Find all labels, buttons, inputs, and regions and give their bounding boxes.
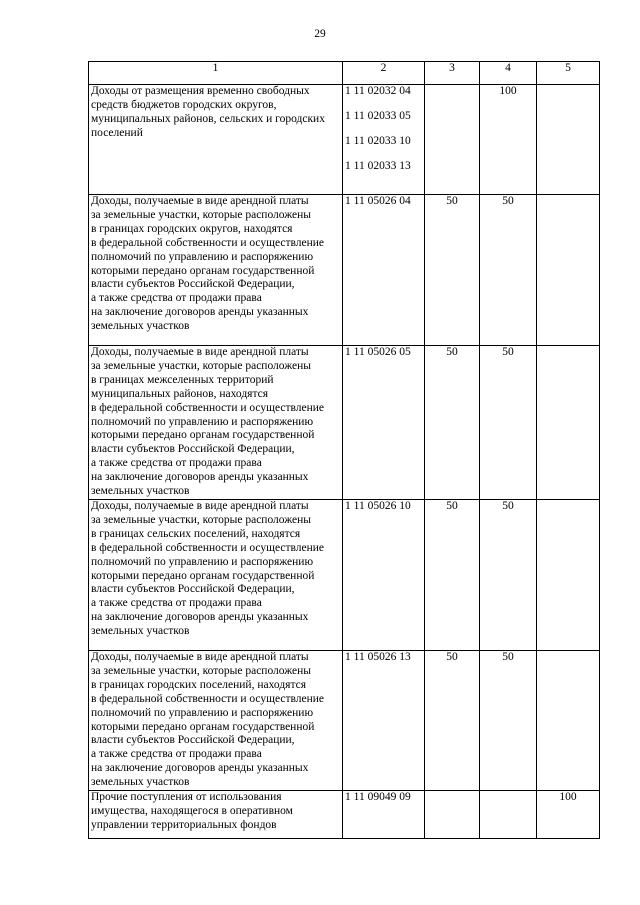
budget-code-cell bbox=[343, 85, 425, 195]
page-number: 29 bbox=[314, 28, 326, 40]
budget-code: 1 11 02033 10 bbox=[345, 134, 411, 147]
revenue-name-line: власти субъектов Российской Федерации, bbox=[91, 583, 295, 596]
table-row bbox=[89, 650, 600, 790]
revenue-name-line: земельных участков bbox=[91, 625, 190, 638]
revenue-name-line: земельных участков bbox=[91, 320, 190, 333]
budget-code-cell bbox=[343, 791, 425, 839]
col4-value: 50 bbox=[480, 650, 537, 790]
revenue-table bbox=[88, 61, 600, 839]
column-header: 3 bbox=[425, 62, 480, 85]
col4-value: 100 bbox=[480, 85, 537, 195]
column-header: 1 bbox=[89, 62, 343, 85]
revenue-name-line: за земельные участки, которые расположены bbox=[91, 664, 312, 677]
revenue-name-line: в федеральной собственности и осуществление bbox=[91, 541, 325, 554]
revenue-name-line: которыми передано органам государственной bbox=[91, 569, 315, 582]
budget-code: 1 11 09049 09 bbox=[345, 791, 411, 804]
budget-code: 1 11 02033 05 bbox=[345, 109, 411, 122]
revenue-name-line: в федеральной собственности и осуществление bbox=[91, 401, 325, 414]
revenue-name-line: за земельные участки, которые расположены bbox=[91, 208, 312, 221]
col3-value: 50 bbox=[425, 499, 480, 650]
col3-value: 50 bbox=[425, 195, 480, 346]
table-row bbox=[89, 499, 600, 650]
column-header: 4 bbox=[480, 62, 537, 85]
revenue-name-line: которыми передано органам государственной bbox=[91, 720, 315, 733]
budget-code: 1 11 05026 10 bbox=[345, 499, 411, 512]
revenue-name-line: в границах сельских поселений, находятся bbox=[91, 527, 301, 540]
revenue-name-line: а также средства от продажи права bbox=[91, 597, 262, 610]
revenue-name-line: в границах межселенных территорий bbox=[91, 373, 274, 386]
col5-value: 100 bbox=[537, 791, 600, 839]
col5-value bbox=[537, 195, 600, 346]
revenue-name-line: а также средства от продажи права bbox=[91, 457, 262, 470]
table-header-row bbox=[89, 62, 600, 85]
revenue-name-cell bbox=[89, 195, 343, 346]
col3-value: 50 bbox=[425, 346, 480, 500]
budget-code-cell bbox=[343, 195, 425, 346]
budget-code: 1 11 05026 04 bbox=[345, 195, 411, 207]
revenue-name-line: на заключение договоров аренды указанных bbox=[91, 306, 309, 319]
revenue-name-line: поселений bbox=[91, 126, 143, 139]
revenue-name-cell bbox=[89, 85, 343, 195]
revenue-name-cell bbox=[89, 791, 343, 839]
col5-value bbox=[537, 650, 600, 790]
revenue-name-line: Прочие поступления от использования bbox=[91, 791, 282, 804]
revenue-name-line: средств бюджетов городских округов, bbox=[91, 98, 277, 111]
revenue-name-cell bbox=[89, 650, 343, 790]
revenue-name-line: в границах городских поселений, находятся bbox=[91, 678, 307, 691]
table-row bbox=[89, 85, 600, 195]
revenue-name-line: имущества, находящегося в оперативном bbox=[91, 804, 293, 817]
revenue-name-line: за земельные участки, которые расположены bbox=[91, 513, 312, 526]
revenue-name-line: за земельные участки, которые расположены bbox=[91, 359, 312, 372]
revenue-name-line: муниципальных районов, сельских и городских bbox=[91, 112, 325, 125]
budget-code-cell bbox=[343, 499, 425, 650]
col5-value bbox=[537, 499, 600, 650]
revenue-name-line: Доходы от размещения временно свободных bbox=[91, 85, 310, 97]
col3-value bbox=[425, 85, 480, 195]
revenue-name-line: власти субъектов Российской Федерации, bbox=[91, 278, 295, 291]
revenue-name-cell bbox=[89, 346, 343, 500]
revenue-name-line: полномочий по управлению и распоряжению bbox=[91, 250, 314, 263]
revenue-name-line: на заключение договоров аренды указанных bbox=[91, 762, 309, 775]
revenue-name-cell bbox=[89, 499, 343, 650]
revenue-name-line: на заключение договоров аренды указанных bbox=[91, 471, 309, 484]
budget-code-cell bbox=[343, 346, 425, 500]
revenue-name-line: земельных участков bbox=[91, 776, 190, 789]
col5-value bbox=[537, 346, 600, 500]
revenue-name-line: на заключение договоров аренды указанных bbox=[91, 611, 309, 624]
col4-value: 50 bbox=[480, 346, 537, 500]
revenue-name-line: а также средства от продажи права bbox=[91, 748, 262, 761]
revenue-name-line: полномочий по управлению и распоряжению bbox=[91, 706, 314, 719]
column-header: 5 bbox=[537, 62, 600, 85]
table-row bbox=[89, 791, 600, 839]
revenue-name-line: в федеральной собственности и осуществление bbox=[91, 692, 325, 705]
col4-value bbox=[480, 791, 537, 839]
revenue-name-line: полномочий по управлению и распоряжению bbox=[91, 415, 314, 428]
col3-value bbox=[425, 791, 480, 839]
revenue-name-line: Доходы, получаемые в виде арендной платы bbox=[91, 195, 309, 207]
revenue-name-line: в федеральной собственности и осуществление bbox=[91, 236, 325, 249]
revenue-name-line: земельных участков bbox=[91, 485, 190, 498]
revenue-name-line: Доходы, получаемые в виде арендной платы bbox=[91, 650, 309, 663]
revenue-name-line: Доходы, получаемые в виде арендной платы bbox=[91, 499, 309, 512]
revenue-name-line: управлении территориальных фондов bbox=[91, 818, 277, 831]
budget-code: 1 11 05026 13 bbox=[345, 650, 411, 663]
col3-value: 50 bbox=[425, 650, 480, 790]
revenue-name-line: муниципальных районов, находятся bbox=[91, 387, 269, 400]
column-header: 2 bbox=[343, 62, 425, 85]
revenue-name-line: а также средства от продажи права bbox=[91, 292, 262, 305]
budget-code: 1 11 02033 13 bbox=[345, 159, 411, 172]
table-row bbox=[89, 195, 600, 346]
revenue-name-line: которыми передано органам государственной bbox=[91, 264, 315, 277]
revenue-name-line: Доходы, получаемые в виде арендной платы bbox=[91, 346, 309, 358]
table-row bbox=[89, 346, 600, 500]
revenue-name-line: власти субъектов Российской Федерации, bbox=[91, 734, 295, 747]
revenue-name-line: власти субъектов Российской Федерации, bbox=[91, 443, 295, 456]
col4-value: 50 bbox=[480, 499, 537, 650]
col5-value bbox=[537, 85, 600, 195]
budget-code: 1 11 05026 05 bbox=[345, 346, 411, 358]
budget-code: 1 11 02032 04 bbox=[345, 85, 411, 97]
revenue-name-line: которыми передано органам государственной bbox=[91, 429, 315, 442]
col4-value: 50 bbox=[480, 195, 537, 346]
revenue-name-line: полномочий по управлению и распоряжению bbox=[91, 555, 314, 568]
revenue-name-line: в границах городских округов, находятся bbox=[91, 222, 293, 235]
budget-code-cell bbox=[343, 650, 425, 790]
